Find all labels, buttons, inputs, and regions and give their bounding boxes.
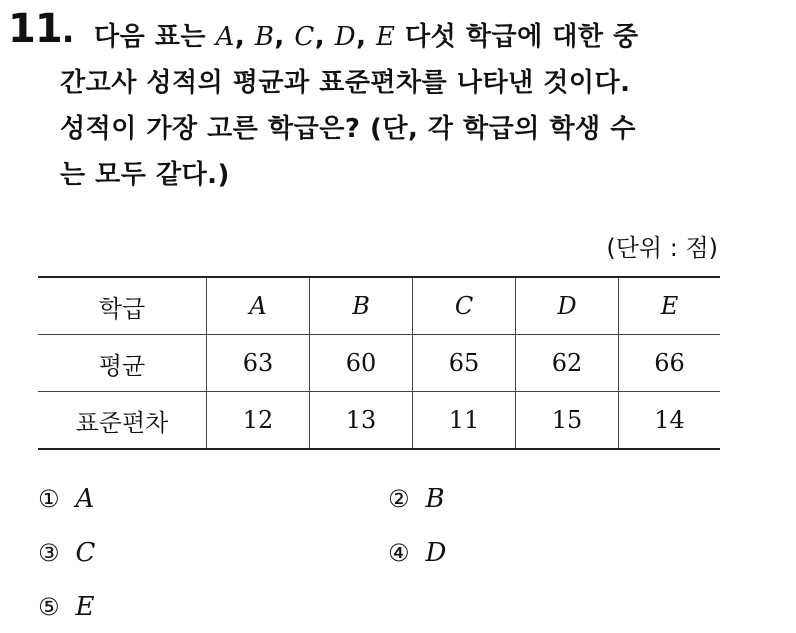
table-row-stddev — [38, 392, 720, 450]
question-line-1-suffix: 다섯 학급에 대한 중 — [405, 22, 639, 52]
stddev-value-a: 12 — [207, 392, 310, 450]
class-list-c: C — [294, 22, 315, 52]
choice-2[interactable] — [388, 484, 445, 514]
stddev-value-d: 15 — [516, 392, 619, 450]
choice-1[interactable] — [38, 484, 94, 514]
mean-value-b: 60 — [310, 335, 413, 392]
question-text — [60, 14, 784, 198]
class-list-d: D — [334, 22, 357, 52]
stddev-value-c: 11 — [413, 392, 516, 450]
question-line-4: 는 모두 같다.) — [60, 160, 230, 190]
class-list-b: B — [254, 22, 275, 52]
choice-3-value: C — [75, 538, 96, 568]
class-list-e: E — [376, 22, 396, 52]
choice-4[interactable] — [388, 538, 446, 568]
row-label-stddev: 표준편차 — [38, 392, 207, 450]
choice-2-mark: ② — [388, 485, 410, 513]
header-class-e: E — [619, 277, 720, 335]
question-line-1-prefix: 다음 표는 — [94, 22, 207, 52]
choice-3-mark: ③ — [38, 539, 60, 567]
choice-5-mark: ⑤ — [38, 593, 60, 621]
choice-1-value: A — [75, 484, 95, 514]
header-class-c: C — [413, 277, 516, 335]
mean-value-c: 65 — [413, 335, 516, 392]
header-label-cell: 학급 — [98, 294, 146, 323]
table-header-row — [38, 277, 720, 335]
stddev-value-b: 13 — [310, 392, 413, 450]
table-row-mean — [38, 335, 720, 392]
question-number — [8, 6, 74, 52]
mean-value-e: 66 — [619, 335, 720, 392]
row-label-mean: 평균 — [38, 335, 207, 392]
question-line-2: 간고사 성적의 평균과 표준편차를 나타낸 것이다. — [60, 68, 631, 98]
score-table — [38, 276, 720, 450]
header-class-b: B — [310, 277, 413, 335]
question-line-3: 성적이 가장 고른 학급은? (단, 각 학급의 학생 수 — [60, 114, 636, 144]
choice-4-mark: ④ — [388, 539, 410, 567]
table-unit-label: (단위 : 점) — [606, 234, 718, 262]
stddev-value-e: 14 — [619, 392, 720, 450]
question-number-dot: . — [61, 11, 74, 51]
choice-4-value: D — [425, 538, 447, 568]
choice-3[interactable] — [38, 538, 95, 568]
choice-2-value: B — [425, 484, 445, 514]
header-class-d: D — [516, 277, 619, 335]
choice-5-value: E — [75, 592, 95, 622]
question-line-1: 다음 표는 A, B, C, D, E 다섯 학급에 대한 중 — [94, 22, 639, 52]
question-number-text: 11 — [8, 6, 62, 52]
header-class-a: A — [207, 277, 310, 335]
mean-value-a: 63 — [207, 335, 310, 392]
class-list-a: A — [215, 22, 235, 52]
choice-1-mark: ① — [38, 485, 60, 513]
mean-value-d: 62 — [516, 335, 619, 392]
choice-5[interactable] — [38, 592, 95, 622]
